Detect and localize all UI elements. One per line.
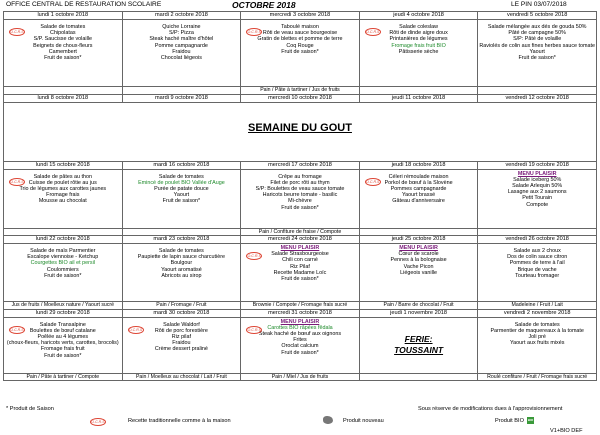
menu-item: Mi-chèvre [288, 198, 312, 205]
menu-item: Pennes à la bolognaise [390, 257, 447, 264]
menu-item: Salade aux 2 choux [513, 248, 561, 254]
snack-cell [4, 87, 123, 95]
day-header: lundi 8 octobre 2018 [4, 94, 123, 102]
menu-item: Fruit de saison* [162, 198, 201, 205]
ccbm-badge-icon: O.C.R.S [366, 30, 380, 34]
bio-item: Carottes BIO râpées fêdala [267, 324, 333, 331]
menu-item: Pommes campagnarde [390, 185, 447, 192]
menu-item: Recette Madame Loïc [273, 269, 327, 276]
snack-cell: Pain / Confiture de fraise / Compote [241, 228, 360, 236]
day-menu-cell [4, 317, 123, 373]
snack-cell [122, 87, 241, 95]
day-header: jeudi 1 novembre 2018 [359, 309, 478, 317]
menu-plaisir-label: MENU PLAISIR [280, 318, 320, 325]
ferie-label: FERIE: TOUSSAINT [394, 333, 444, 355]
menu-item: Yaourt aux fruits mixés [509, 340, 565, 347]
bio-item: Emincé de poulet BIO Vallée d'Auge [138, 179, 225, 186]
menu-item: Boulgour [170, 260, 193, 267]
ccbm-badge-icon: O.C.R.S [128, 327, 143, 332]
nouveau-note: Produit nouveau [343, 418, 384, 424]
day-header: mardi 9 octobre 2018 [122, 94, 241, 102]
menu-item: Fraidou [172, 48, 191, 55]
menu-item: Chocolat liégeois [160, 55, 202, 62]
day-header: mercredi 10 octobre 2018 [241, 94, 360, 102]
day-header: mercredi 24 octobre 2018 [241, 236, 360, 244]
menu-item: Oroclat calcium [281, 343, 319, 350]
season-note: * Produit de Saison [6, 406, 54, 412]
menu-item: Salade iceberg 50% [513, 176, 562, 183]
menu-item: Paupiette de lapin sauce charcutière [137, 254, 225, 261]
day-menu-cell [478, 169, 597, 228]
day-header: jeudi 4 octobre 2018 [359, 12, 478, 20]
day-header: mardi 2 octobre 2018 [122, 12, 241, 20]
day-header: vendredi 12 octobre 2018 [478, 94, 597, 102]
menu-item: Fruit de saison* [518, 55, 556, 62]
day-header: vendredi 2 novembre 2018 [478, 309, 597, 317]
menu-item: Cœur de scarole [398, 251, 439, 258]
menu-item: Yaourt [173, 192, 190, 199]
menu-item: Salade Waldorf [163, 321, 200, 328]
menu-item: Salade de tomates [514, 321, 560, 328]
day-menu-cell [122, 20, 241, 87]
menu-item: Salade de maïs Parmentier [30, 248, 96, 254]
day-menu-cell [359, 20, 478, 87]
day-menu-cell [241, 317, 360, 373]
menu-item: Salade de tomates [40, 24, 86, 30]
menu-item: Cuisse de poulet rôtie au jus [28, 179, 97, 186]
menu-item: Gratin de blettes et pomme de terre [257, 36, 343, 43]
snack-cell: Pain / Pâte à tartiner / Jus de fruits [241, 87, 360, 95]
menu-plaisir-label: MENU PLAISIR [280, 245, 320, 251]
menu-item: Fruit de saison* [44, 272, 82, 279]
menu-item: Salade de pâtes au thon [33, 173, 93, 180]
menu-item: Salade Arlequin 50% [512, 182, 563, 189]
day-menu-cell [122, 244, 241, 302]
menu-item: Quiche Lorraine [162, 24, 201, 30]
menu-item: Haricots beurre tomate - basilic [262, 192, 338, 199]
menu-item: Coq Rouge [286, 42, 314, 49]
day-header: mercredi 3 octobre 2018 [241, 12, 360, 20]
menu-item: Parmentier de maquereaux à la tomate [490, 327, 584, 334]
new-product-icon [323, 416, 333, 424]
snack-cell [478, 87, 597, 95]
day-header: lundi 1 octobre 2018 [4, 12, 123, 20]
menu-item: Brique de vache [517, 266, 557, 273]
menu-item: Chili con carné [282, 257, 318, 264]
menu-item: Crème dessert praliné [154, 346, 208, 353]
menu-item: Fruit de saison* [281, 276, 319, 283]
menu-item: Dos de colin sauce citron [507, 254, 568, 261]
menu-item: Salade de tomates [158, 173, 204, 180]
bio-item: Fromage frais fruit BIO [391, 42, 446, 49]
menu-item: Poêlée au 4 légumes [37, 333, 89, 340]
day-menu-cell [122, 169, 241, 228]
menu-item: Yaourt [529, 48, 545, 55]
menu-item: Lasagne aux 2 saumons [507, 189, 567, 196]
menu-item: Purée de patate douce [154, 185, 209, 192]
menu-item: Escalope viennoise - Ketchup [27, 254, 99, 261]
menu-item: Coulommiers [46, 266, 79, 273]
menu-item: Fraidou [172, 340, 191, 347]
menu-item: Rôti de porc forestière [154, 327, 208, 334]
snack-cell: Madeleine / Fruit / Lait [478, 302, 597, 310]
office-name: OFFICE CENTRAL DE RESTAURATION SCOLAIRE [6, 1, 162, 8]
menu-item: Vache Picon [403, 263, 434, 270]
snack-cell [359, 373, 478, 381]
day-header: mercredi 31 octobre 2018 [241, 309, 360, 317]
ccbm-badge-icon: O.C.R.S [10, 30, 24, 34]
menu-item: Yaourt brassé [401, 192, 436, 199]
day-header: jeudi 11 octobre 2018 [359, 94, 478, 102]
day-menu-cell [4, 20, 123, 87]
ccbm-badge-icon: O.C.R.S [247, 30, 261, 34]
menu-item: S/P: Pâté de volaille [513, 36, 562, 43]
day-menu-cell [4, 169, 123, 228]
day-menu-cell [241, 244, 360, 302]
ccbm-badge-icon: O.C.R.S [366, 179, 380, 184]
menu-item: Compote [526, 201, 549, 208]
snack-cell: Jus de fruits / Moelleux nature / Yaourt sucré [4, 302, 123, 310]
version-note: V1+BIO DEF [550, 428, 583, 434]
snack-cell [359, 228, 478, 236]
semaine-du-gout: SEMAINE DU GOUT [248, 121, 352, 134]
snack-cell: Brownie / Compote / Fromage frais sucré [241, 302, 360, 310]
menu-item: Fruit de saison* [44, 352, 82, 359]
menu-item: Taboulé maison [281, 24, 319, 30]
menu-table [3, 11, 597, 381]
snack-cell [122, 228, 241, 236]
menu-item: Salade de tomates [158, 248, 204, 254]
bio-note: Produit BIO [495, 418, 524, 424]
location-date: LE PIN 03/07/2018 [511, 1, 567, 8]
menu-item: Liégeois vanille [400, 269, 438, 276]
menu-item: Fruit de saison* [281, 48, 319, 55]
menu-item: Chipolatas [50, 30, 76, 37]
menu-item: Riz pilaf [171, 333, 191, 340]
day-menu-cell [478, 244, 597, 302]
menu-item: Yaourt aromatisé [161, 266, 202, 273]
bio-item: Courgettes BIO ail et persil [30, 260, 95, 267]
day-header: jeudi 18 octobre 2018 [359, 161, 478, 169]
menu-item: (choux-fleurs, haricots verts, carottes, brocolis) [6, 340, 119, 347]
modif-note: Sous réserve de modifications dues à l'approvisionnement [418, 406, 563, 412]
menu-item: Céleri rémoulade maison [388, 173, 449, 180]
menu-item: Steak haché maître d'hôtel [149, 36, 214, 43]
menu-item: Printanières de légumes [389, 36, 448, 43]
snack-cell: Pain / Moelleux au chocolat / Lait / Fruit [122, 373, 241, 381]
day-menu-cell [4, 244, 123, 302]
menu-item: Fromage frais [46, 192, 80, 199]
menu-item: Abricots au sirop [161, 272, 202, 279]
menu-plaisir-label: MENU PLAISIR [399, 245, 438, 251]
menu-plaisir-label: MENU PLAISIR [517, 170, 557, 177]
snack-cell: Pain / Barre de chocolat / Fruit [359, 302, 478, 310]
snack-cell [4, 228, 123, 236]
menu-item: S/P. Saucisse de volaille [33, 36, 92, 43]
day-menu-cell [241, 169, 360, 228]
menu-item: Fruit de saison* [44, 55, 82, 62]
menu-item: Trio de légumes aux carottes jaunes [19, 185, 107, 192]
menu-item: Mousse au chocolat [38, 198, 87, 205]
day-menu-cell [359, 244, 478, 302]
snack-cell: Pain / Miel / Jus de fruits [241, 373, 360, 381]
recette-note: Recette traditionnelle comme à la maison [128, 418, 231, 424]
day-header: vendredi 19 octobre 2018 [478, 161, 597, 169]
special-week-cell [4, 102, 597, 161]
day-header: mardi 16 octobre 2018 [122, 161, 241, 169]
menu-item: Camembert [48, 48, 77, 55]
menu-item: Salade Transalpine [39, 321, 86, 328]
menu-item: Petit Tourain [522, 195, 553, 202]
menu-item: Salade Strasbourgeoise [271, 251, 329, 258]
menu-item: Boulettes de bœuf catalane [29, 327, 96, 334]
menu-item: Tourteau fromager [515, 272, 560, 279]
day-menu-cell [478, 20, 597, 87]
snack-cell [478, 228, 597, 236]
menu-item: Filet de porc rôti au thym [270, 179, 330, 186]
snack-cell: Pain / Pâte à tartiner / Compote [4, 373, 123, 381]
menu-item: Crêpe au fromage [278, 173, 322, 180]
menu-item: Fromage frais fruit [40, 346, 85, 353]
menu-item: S/P: Boulettes de veau sauce tomate [255, 185, 345, 192]
snack-cell: Roulé confiture / Fruit / Fromage frais sucré [478, 373, 597, 381]
month-title: OCTOBRE 2018 [232, 0, 296, 10]
day-header: lundi 22 octobre 2018 [4, 236, 123, 244]
menu-item: Fruit de saison* [281, 349, 319, 356]
menu-item: S/P: Pizza [168, 30, 194, 37]
day-header: jeudi 25 octobre 2018 [359, 236, 478, 244]
menu-item: Riz Pilaf [290, 263, 310, 270]
menu-item: Porkol de bœuf à la Slovène [384, 179, 453, 186]
day-header: mardi 23 octobre 2018 [122, 236, 241, 244]
day-header: vendredi 26 octobre 2018 [478, 236, 597, 244]
day-header: lundi 15 octobre 2018 [4, 161, 123, 169]
snack-cell [359, 87, 478, 95]
day-menu-cell [359, 317, 478, 373]
ccbm-badge-icon: O.C.R.S [91, 420, 105, 424]
snack-cell: Pain / Fromage / Fruit [122, 302, 241, 310]
ccbm-badge-icon: O.C.R.S [247, 327, 261, 332]
day-menu-cell [122, 317, 241, 373]
menu-item: Beignets de choux-fleurs [33, 42, 93, 49]
menu-item: Salade mélangée aux dés de gouda 50% [487, 24, 587, 30]
ccbm-badge-icon: O.C.R.S [247, 254, 261, 258]
day-header: mardi 30 octobre 2018 [122, 309, 241, 317]
menu-item: Pommes de terre à l'ail [509, 260, 565, 267]
menu-item: Rôti de veau sauce bourgeoise [262, 30, 338, 37]
menu-item: Rôti de dinde aigre doux [389, 30, 448, 37]
menu-item: Salade coleslaw [399, 24, 439, 30]
day-header: mercredi 17 octobre 2018 [241, 161, 360, 169]
day-menu-cell [478, 317, 597, 373]
menu-item: Steak haché de bœuf aux oignons [258, 330, 342, 337]
day-header: vendredi 5 octobre 2018 [478, 12, 597, 20]
ccbm-badge-icon: O.C.R.S [10, 179, 24, 184]
day-menu-cell [359, 169, 478, 228]
menu-item: Pomme campagnarde [154, 42, 208, 49]
menu-item: Pâté de campagne 50% [508, 30, 566, 37]
day-menu-cell [241, 20, 360, 87]
menu-item: Pâtisserie sèche [398, 48, 439, 55]
menu-item: Fruit de saison* [281, 204, 319, 211]
menu-item: Gâteau d'anniversaire [392, 198, 445, 205]
day-header: lundi 29 octobre 2018 [4, 309, 123, 317]
bio-badge-icon: BIO [527, 418, 534, 422]
menu-item: Joli pré [528, 333, 546, 340]
ccbm-badge-icon: O.C.R.S [10, 327, 24, 332]
menu-item: Raviolés de colin aux fines herbes sauce tomate [479, 42, 596, 49]
menu-item: Frites [293, 337, 307, 344]
